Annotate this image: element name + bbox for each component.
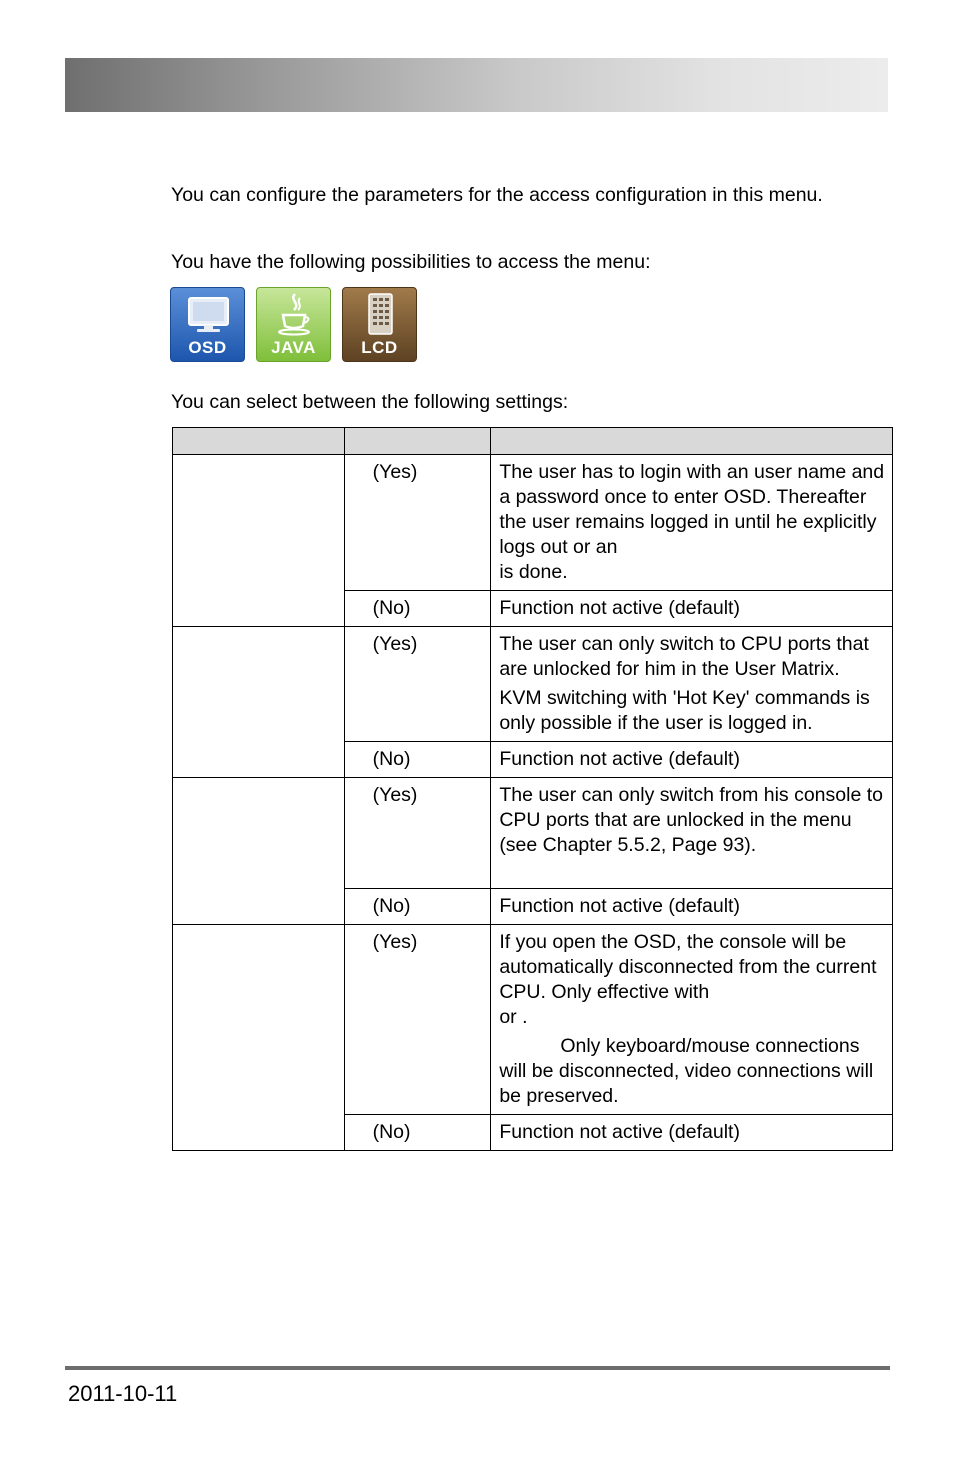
java-icon-label: JAVA	[271, 338, 316, 357]
table-row	[173, 627, 893, 742]
value-yes: (Yes)	[344, 778, 491, 889]
description-text: The user can only switch from his console to CPU ports that are unlocked in the menu (see Chapter 5.5.2, Page 93).	[499, 784, 883, 856]
value-no-description: Function not active (default)	[491, 591, 893, 627]
header-cell	[344, 428, 491, 455]
value-no: (No)	[344, 889, 491, 925]
setting-name-cell	[173, 778, 345, 925]
value-no: (No)	[344, 591, 491, 627]
value-no: (No)	[344, 742, 491, 778]
description-text: KVM switching with 'Hot Key' commands is only possible if the user is logged in.	[499, 687, 870, 734]
table-row	[173, 778, 893, 889]
lcd-icon	[342, 287, 417, 362]
value-yes: (Yes)	[344, 455, 491, 591]
header-cell	[491, 428, 893, 455]
access-intro: You have the following possibilities to access the menu:	[171, 251, 651, 273]
description-text: The user has to login with an user name and a password once to enter OSD. Thereafter the user remains logged in until he explicitly logs out or an is done.	[499, 461, 885, 583]
value-yes-description	[491, 778, 893, 889]
value-yes-description	[491, 455, 893, 591]
header-cell	[173, 428, 345, 455]
table-row	[173, 455, 893, 591]
monitor-icon	[171, 288, 245, 338]
header-bar	[65, 58, 888, 112]
setting-name-cell	[173, 627, 345, 778]
table-row	[173, 925, 893, 1115]
description-text: If you open the OSD, the console will be automatically disconnected from the current CPU. Only effective with or .	[499, 931, 877, 1028]
description-text: Only keyboard/mouse connections will be disconnected, video connections will be preserved.	[499, 1035, 874, 1107]
lcd-panel-icon	[343, 288, 417, 338]
value-no-description: Function not active (default)	[491, 1115, 893, 1151]
description-text: The user can only switch to CPU ports that are unlocked for him in the User Matrix.	[499, 633, 869, 680]
value-yes: (Yes)	[344, 627, 491, 742]
footer-date: 2011-10-11	[68, 1381, 178, 1406]
java-cup-icon	[257, 288, 331, 338]
setting-name-cell	[173, 925, 345, 1151]
value-no-description: Function not active (default)	[491, 889, 893, 925]
access-icons	[170, 287, 417, 362]
value-no: (No)	[344, 1115, 491, 1151]
settings-table	[172, 427, 893, 1151]
value-no-description: Function not active (default)	[491, 742, 893, 778]
value-yes-description	[491, 925, 893, 1115]
setting-name-cell	[173, 455, 345, 627]
settings-intro: You can select between the following settings:	[171, 391, 569, 413]
osd-icon-label: OSD	[188, 338, 227, 357]
value-yes-description	[491, 627, 893, 742]
osd-icon	[170, 287, 245, 362]
value-yes: (Yes)	[344, 925, 491, 1115]
intro-paragraph: You can configure the parameters for the access configuration in this menu.	[171, 184, 823, 206]
java-icon	[256, 287, 331, 362]
table-header-row	[173, 428, 893, 455]
lcd-icon-label: LCD	[361, 338, 398, 357]
footer-divider	[65, 1366, 890, 1370]
